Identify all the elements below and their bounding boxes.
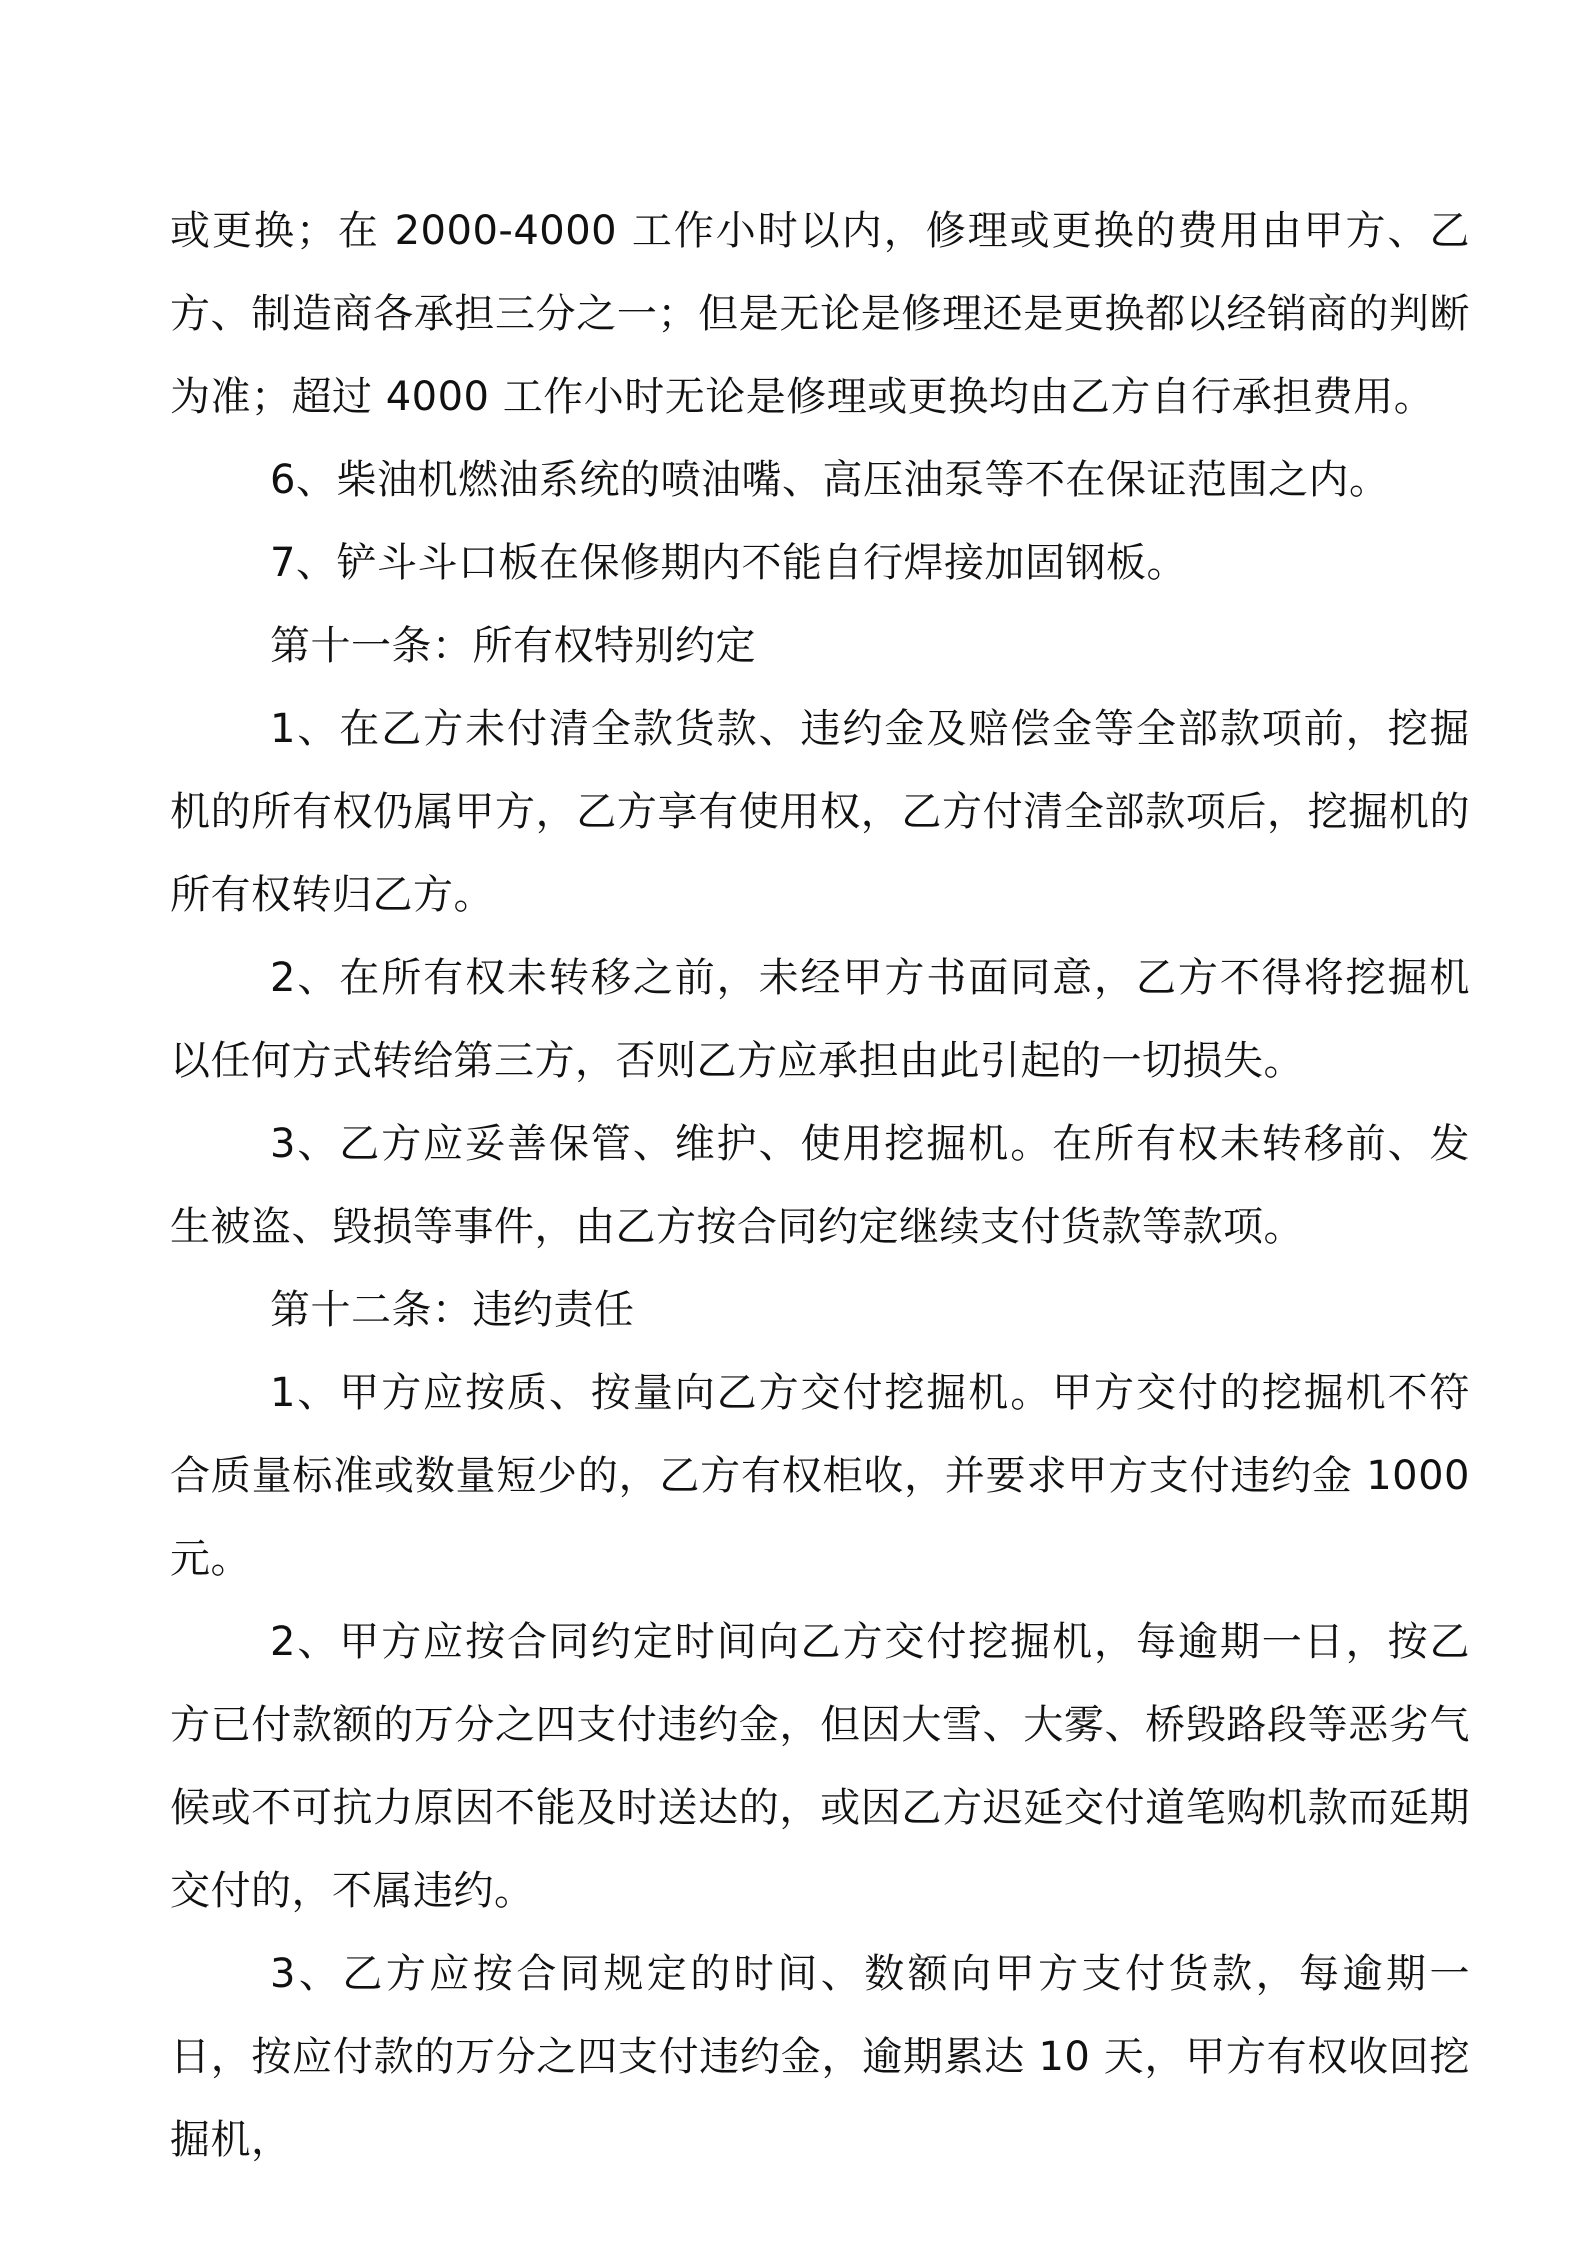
article-11-heading: 第十一条：所有权特别约定 [270, 623, 756, 669]
paragraph-liability-1: 1、甲方应按质、按量向乙方交付挖掘机。甲方交付的挖掘机不符合质量标准或数量短少的，乙方有权柜收，并要求甲方支付违约金 1000 元。 [170, 1370, 1470, 1582]
paragraph-liability-3: 3、乙方应按合同规定的时间、数额向甲方支付货款，每逾期一日，按应付款的万分之四支付违约金，逾期累达 10 天，甲方有权收回挖掘机， [170, 1951, 1470, 2163]
paragraph-ownership-2: 2、在所有权未转移之前，未经甲方书面同意，乙方不得将挖掘机以任何方式转给第三方，否则乙方应承担由此引起的一切损失。 [170, 955, 1470, 1084]
paragraph-liability-2: 2、甲方应按合同约定时间向乙方交付挖掘机，每逾期一日，按乙方已付款额的万分之四支付违约金，但因大雪、大雾、桥毁路段等恶劣气候或不可抗力原因不能及时送达的，或因乙方迟延交付道笔购机款而延期交付的，不属违约。 [170, 1619, 1470, 1914]
article-12-heading: 第十二条：违约责任 [270, 1287, 635, 1333]
paragraph-item-6: 6、柴油机燃油系统的喷油嘴、高压油泵等不在保证范围之内。 [270, 457, 1390, 503]
paragraph-ownership-1: 1、在乙方未付清全款货款、违约金及赔偿金等全部款项前，挖掘机的所有权仍属甲方，乙方享有使用权，乙方付清全部款项后，挖掘机的所有权转归乙方。 [170, 706, 1470, 918]
document-body [170, 190, 1470, 2182]
paragraph-item-7: 7、铲斗斗口板在保修期内不能自行焊接加固钢板。 [270, 540, 1187, 586]
paragraph-continued-warranty: 或更换；在 2000-4000 工作小时以内，修理或更换的费用由甲方、乙方、制造商各承担三分之一；但是无论是修理还是更换都以经销商的判断为准；超过 4000 工作小时无论是修理或更换均由乙方自行承担费用。 [170, 208, 1470, 420]
paragraph-ownership-3: 3、乙方应妥善保管、维护、使用挖掘机。在所有权未转移前、发生被盗、毁损等事件，由乙方按合同约定继续支付货款等款项。 [170, 1121, 1470, 1250]
